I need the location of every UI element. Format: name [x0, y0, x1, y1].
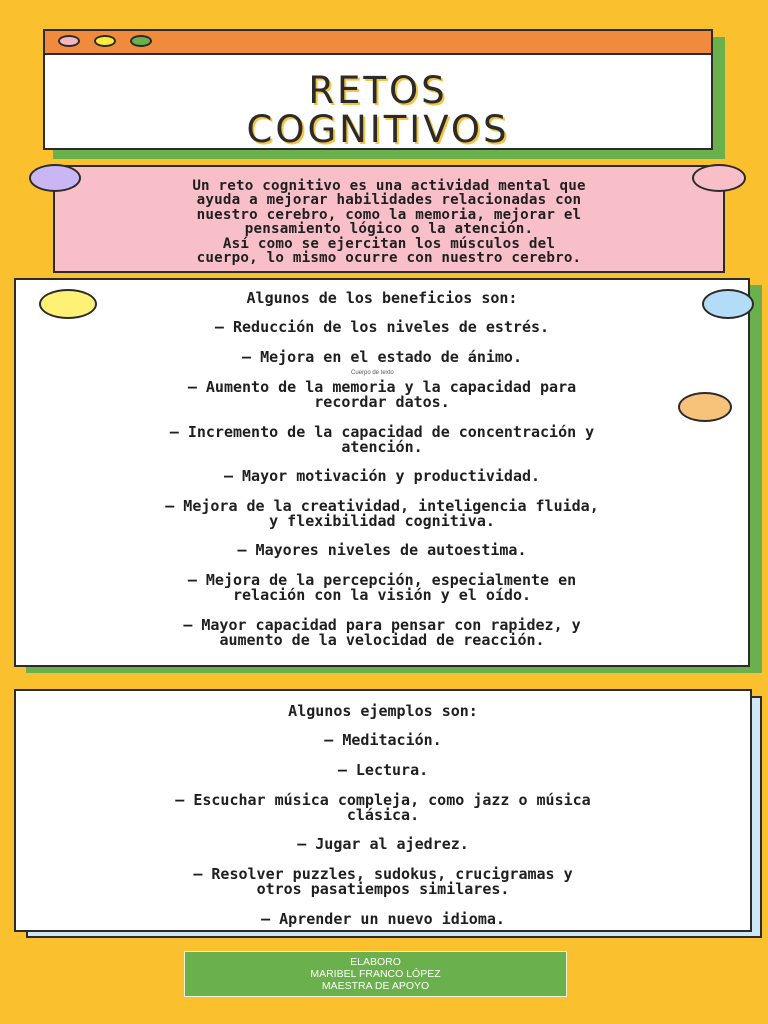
intro-line: cuerpo, lo mismo ocurre con nuestro cerebro. [196, 250, 582, 267]
benefit-line: – Mayor motivación y productividad. [223, 467, 541, 485]
examples-heading: Algunos ejemplos son: [288, 702, 478, 720]
example-item [14, 733, 752, 748]
benefit-item [14, 543, 750, 558]
intro-text [77, 179, 701, 265]
intro-box [53, 165, 725, 273]
benefit-line: – Aumento de la memoria y la capacidad para [187, 378, 577, 396]
example-line: otros pasatiempos similares. [256, 880, 510, 898]
credit-line: MAESTRA DE APOYO [321, 980, 430, 992]
benefit-item [14, 618, 750, 648]
text-box-label: Cuerpo de texto [351, 370, 394, 376]
intro-line: pensamiento lógico o la atención. [244, 221, 534, 238]
example-item [14, 793, 752, 823]
example-line: – Resolver puzzles, sudokus, crucigramas y [193, 865, 573, 883]
benefit-item [14, 573, 750, 603]
credit-line: MARIBEL FRANCO LÓPEZ [310, 968, 441, 980]
benefit-line: recordar datos. [314, 393, 450, 411]
benefit-line: – Mayor capacidad para pensar con rapidez, y [183, 616, 581, 634]
intro-line: ayuda a mejorar habilidades relacionadas con [196, 192, 582, 209]
benefits-heading: Algunos de los beneficios son: [246, 289, 518, 307]
window-title-bar [45, 31, 711, 55]
pink-bubble-icon [692, 164, 746, 192]
example-line: – Escuchar música compleja, como jazz o música [175, 791, 591, 809]
intro-line: Un reto cognitivo es una actividad mental que [192, 178, 586, 194]
page-title-line-2: COGNITIVOS [246, 108, 510, 151]
benefit-line: – Reducción de los niveles de estrés. [214, 318, 550, 336]
benefit-line: atención. [341, 438, 423, 456]
benefit-item [14, 425, 750, 455]
window-dot-green-icon [130, 35, 152, 47]
example-line: – Meditación. [324, 731, 442, 749]
example-line: clásica. [346, 806, 420, 824]
page-title-line-1: RETOS [308, 69, 448, 112]
benefit-line: – Incremento de la capacidad de concentración y [169, 423, 595, 441]
example-line: – Aprender un nuevo idioma. [261, 910, 505, 928]
intro-line: nuestro cerebro, como la memoria, mejorar el [196, 206, 582, 223]
example-item [14, 912, 752, 927]
benefit-line: – Mayores niveles de autoestima. [237, 541, 527, 559]
example-line: – Jugar al ajedrez. [297, 835, 469, 853]
benefit-line: – Mejora de la creatividad, inteligencia fluida, [165, 497, 599, 515]
credit-line: ELABORO [350, 956, 401, 968]
example-line: – Lectura. [337, 761, 429, 779]
benefit-line: – Mejora en el estado de ánimo. [242, 348, 522, 366]
benefit-line: y flexibilidad cognitiva. [269, 512, 495, 530]
benefit-item [14, 469, 750, 484]
author-credit [184, 951, 567, 997]
example-item [14, 867, 752, 897]
benefit-line: – Mejora de la percepción, especialmente en [187, 571, 577, 589]
page-title [45, 71, 711, 149]
window-dot-yellow-icon [94, 35, 116, 47]
benefit-item [14, 380, 750, 410]
benefit-item [14, 320, 750, 335]
title-window [43, 29, 713, 150]
example-item [14, 763, 752, 778]
benefit-line: aumento de la velocidad de reacción. [219, 631, 545, 649]
window-dot-pink-icon [58, 35, 80, 47]
intro-line: Así como se ejercitan los músculos del [222, 235, 556, 252]
benefit-item [14, 499, 750, 529]
example-item [14, 837, 752, 852]
benefit-line: relación con la visión y el oído. [232, 586, 531, 604]
benefit-item [14, 350, 750, 365]
lavender-bubble-icon [29, 164, 81, 192]
